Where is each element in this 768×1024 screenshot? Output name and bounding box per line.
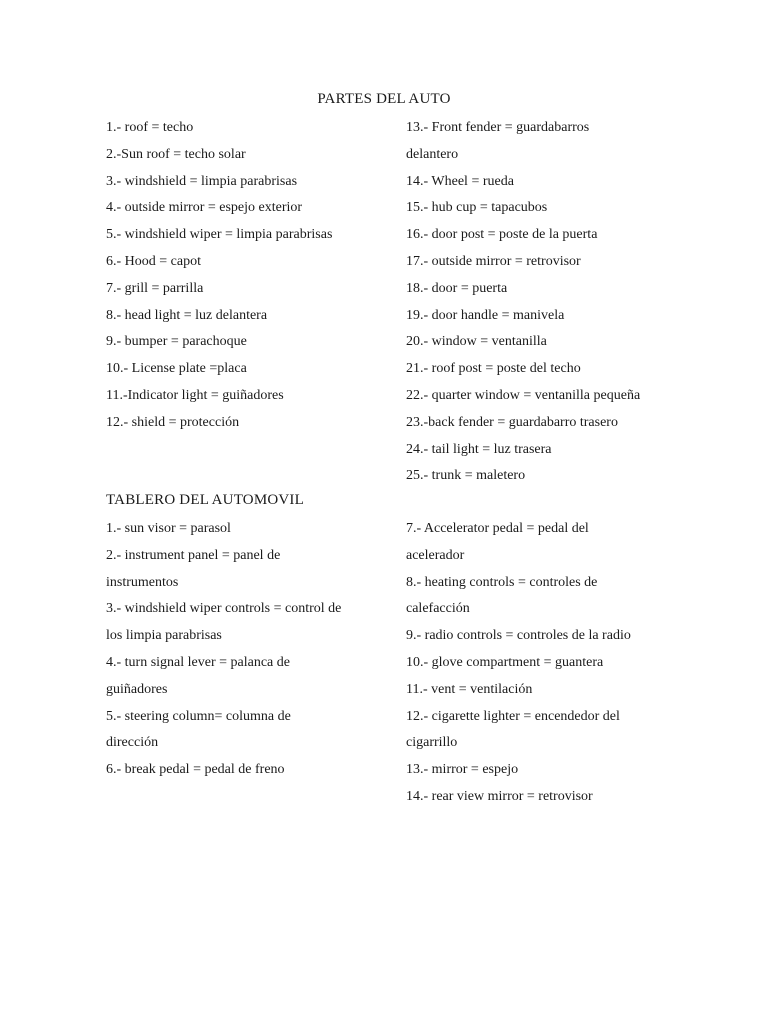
dashboard-entry: 8.- heating controls = controles de <box>406 574 598 590</box>
dashboard-entry: calefacción <box>406 601 470 617</box>
dashboard-right-column <box>406 516 696 811</box>
car-part-entry: 15.- hub cup = tapacubos <box>406 200 548 216</box>
dashboard-entry: 10.- glove compartment = guantera <box>406 654 604 670</box>
dashboard-entry: 5.- steering column= columna de <box>106 708 291 724</box>
car-part-entry: 7.- grill = parrilla <box>106 280 204 296</box>
dashboard-entry: 11.- vent = ventilación <box>406 681 533 697</box>
car-part-entry: 24.- tail light = luz trasera <box>406 441 552 457</box>
car-part-entry: 22.- quarter window = ventanilla pequeña <box>406 387 641 403</box>
dashboard-entry: acelerador <box>406 547 465 563</box>
car-parts-right-column <box>406 115 696 490</box>
car-part-entry: 12.- shield = protección <box>106 414 240 430</box>
car-part-entry: 9.- bumper = parachoque <box>106 334 247 350</box>
dashboard-entry: 6.- break pedal = pedal de freno <box>106 762 285 778</box>
dashboard-entry: 13.- mirror = espejo <box>406 762 519 778</box>
car-part-entry: 6.- Hood = capot <box>106 253 201 269</box>
dashboard-entry: los limpia parabrisas <box>106 628 222 644</box>
dashboard-entry: instrumentos <box>106 574 179 590</box>
dashboard-entry: 3.- windshield wiper controls = control de <box>106 601 342 617</box>
dashboard-entry: 4.- turn signal lever = palanca de <box>106 654 290 670</box>
dashboard-entry: 2.- instrument panel = panel de <box>106 547 281 563</box>
car-part-entry: 23.-back fender = guardabarro trasero <box>406 414 618 430</box>
car-part-entry: 20.- window = ventanilla <box>406 334 547 350</box>
car-part-entry: 25.- trunk = maletero <box>406 468 526 484</box>
dashboard-entry: cigarrillo <box>406 735 458 751</box>
dashboard-entry: guiñadores <box>106 681 168 697</box>
dashboard-entry: 9.- radio controls = controles de la radio <box>406 628 631 644</box>
car-part-entry: 19.- door handle = manivela <box>406 307 565 323</box>
dashboard-entry: 1.- sun visor = parasol <box>106 521 231 536</box>
dashboard-entry: dirección <box>106 735 159 751</box>
car-part-entry: 13.- Front fender = guardabarros <box>406 120 590 135</box>
car-part-entry: 4.- outside mirror = espejo exterior <box>106 200 303 216</box>
car-part-entry: 2.-Sun roof = techo solar <box>106 146 246 162</box>
car-part-entry: 3.- windshield = limpia parabrisas <box>106 173 298 189</box>
car-parts-left-column <box>106 115 396 437</box>
car-part-entry: 10.- License plate =placa <box>106 361 247 377</box>
car-part-entry: 8.- head light = luz delantera <box>106 307 268 323</box>
dashboard-left-column <box>106 516 396 784</box>
car-part-entry: delantero <box>406 146 459 162</box>
car-part-entry: 14.- Wheel = rueda <box>406 173 514 189</box>
page-title: PARTES DEL AUTO <box>317 91 451 107</box>
car-part-entry: 18.- door = puerta <box>406 280 508 296</box>
dashboard-entry: 7.- Accelerator pedal = pedal del <box>406 521 589 536</box>
dashboard-entry: 12.- cigarette lighter = encendedor del <box>406 708 620 724</box>
car-part-entry: 1.- roof = techo <box>106 120 194 135</box>
dashboard-entry: 14.- rear view mirror = retrovisor <box>406 788 593 804</box>
dashboard-section-heading: TABLERO DEL AUTOMOVIL <box>106 492 304 508</box>
car-part-entry: 5.- windshield wiper = limpia parabrisas <box>106 227 333 243</box>
car-part-entry: 17.- outside mirror = retrovisor <box>406 253 581 269</box>
car-part-entry: 16.- door post = poste de la puerta <box>406 227 598 243</box>
car-part-entry: 11.-Indicator light = guiñadores <box>106 387 284 403</box>
car-part-entry: 21.- roof post = poste del techo <box>406 361 581 377</box>
